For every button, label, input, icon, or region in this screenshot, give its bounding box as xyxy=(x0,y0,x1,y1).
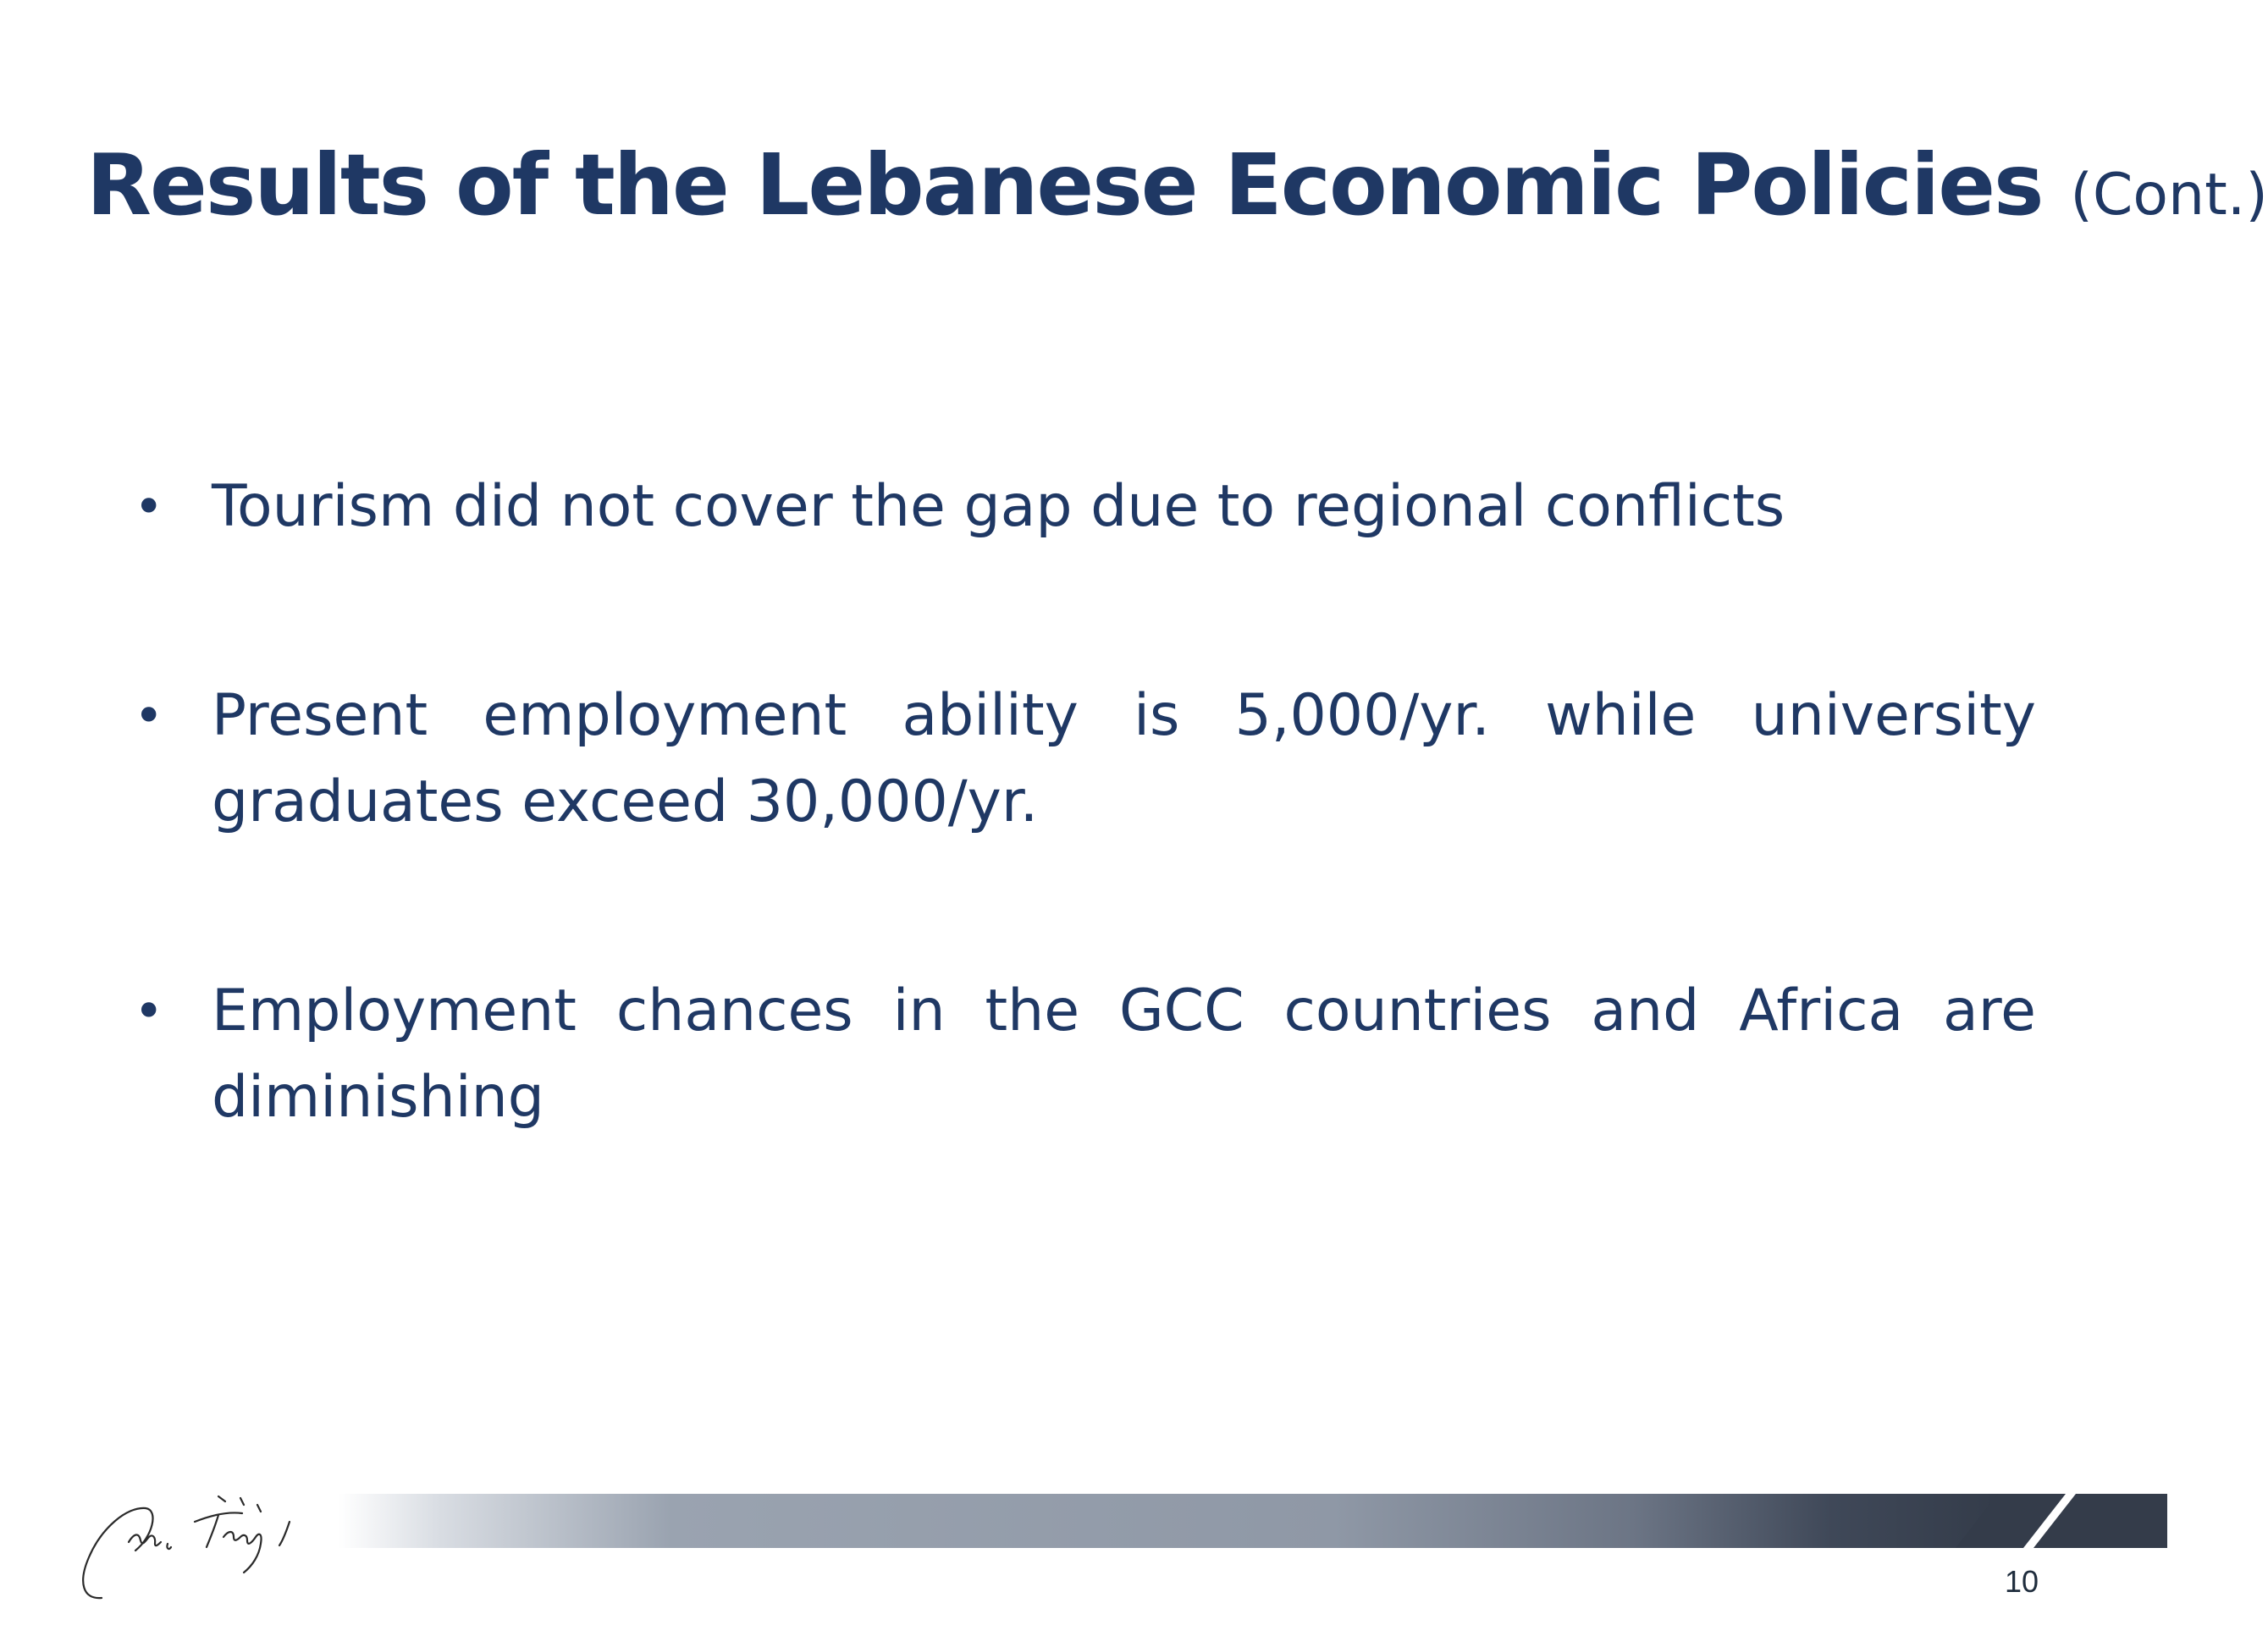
footer-gradient-band xyxy=(339,1494,2167,1548)
signature xyxy=(68,1456,372,1608)
bullet-icon: • xyxy=(134,686,164,746)
bullet-item xyxy=(127,464,2036,550)
page-number: 10 xyxy=(2004,1564,2039,1599)
slide-title xyxy=(86,135,2268,234)
bullet-text: Present employment ability is 5,000/yr. while university graduates exceed 30,000/yr. xyxy=(212,682,2036,835)
bullet-item xyxy=(127,673,2036,846)
bullet-list xyxy=(127,464,2036,1264)
slide-title-suffix: (Cont.) xyxy=(2070,162,2268,229)
bullet-icon: • xyxy=(134,477,164,537)
bullet-text: Employment chances in the GCC countries and Africa are diminishing xyxy=(212,978,2036,1131)
bullet-icon: • xyxy=(134,982,164,1041)
bullet-text: Tourism did not cover the gap due to regional conflicts xyxy=(212,473,1785,540)
footer-band-fill xyxy=(339,1494,1998,1548)
bullet-item xyxy=(127,968,2036,1141)
slide-title-main: Results of the Lebanese Economic Policies xyxy=(86,135,2043,234)
